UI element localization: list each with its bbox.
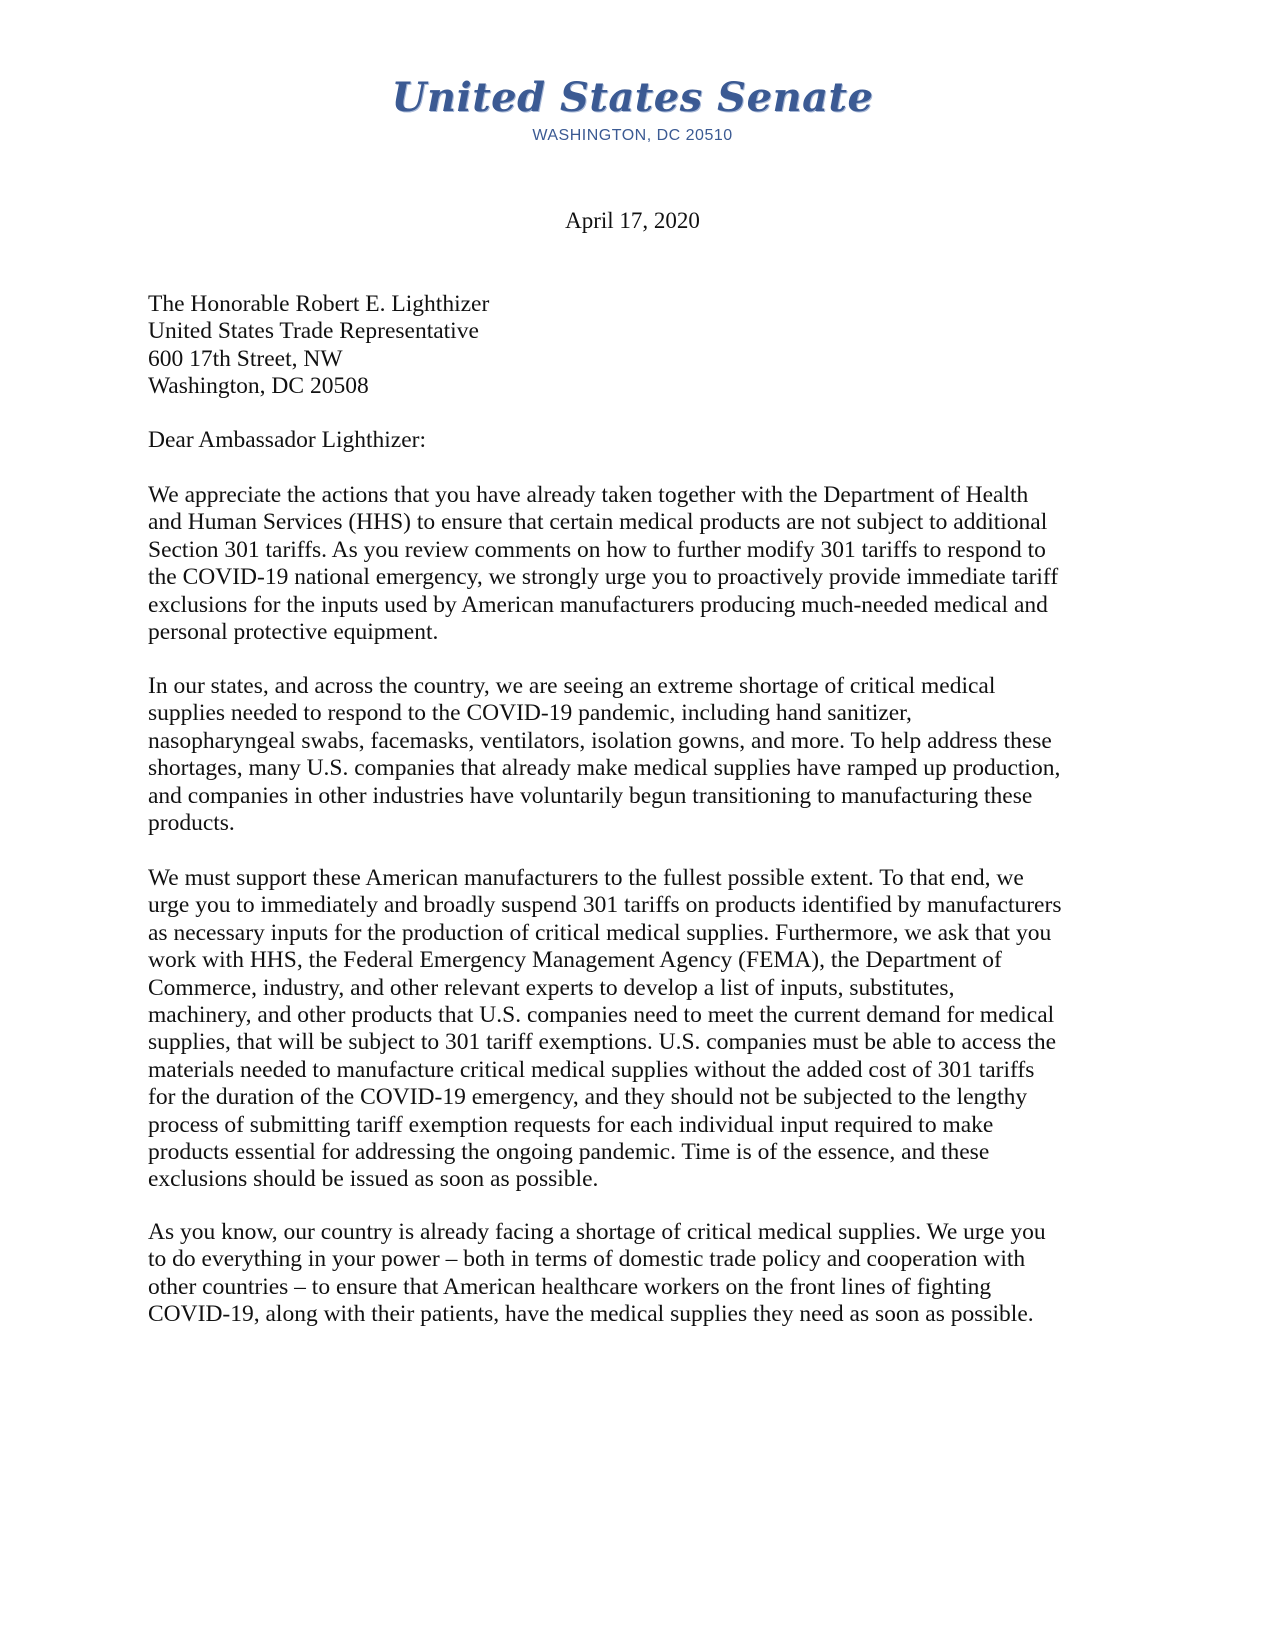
body-line: and companies in other industries have voluntarily begun transitioning to manufacturing these <box>148 782 1033 809</box>
letter-date: April 17, 2020 <box>565 208 700 233</box>
body-line: supplies, that will be subject to 301 tariff exemptions. U.S. companies must be able to access the <box>148 1029 1057 1056</box>
body-line: urge you to immediately and broadly suspend 301 tariffs on products identified by manufacturers <box>148 892 1062 919</box>
body-line: COVID-19, along with their patients, have the medical supplies they need as soon as possible. <box>148 1301 1034 1328</box>
body-line: shortages, many U.S. companies that already make medical supplies have ramped up production, <box>148 755 1061 782</box>
body-line: Commerce, industry, and other relevant experts to develop a list of inputs, substitutes, <box>148 974 955 1001</box>
body-line: Section 301 tariffs. As you review comments on how to further modify 301 tariffs to respond to <box>148 536 1046 563</box>
recipient-line: Washington, DC 20508 <box>148 373 369 400</box>
salutation <box>148 427 1148 454</box>
body-line: to do everything in your power – both in terms of domestic trade policy and cooperation with <box>148 1246 1026 1273</box>
recipient-address <box>148 291 1148 401</box>
recipient-line: United States Trade Representative <box>148 318 479 345</box>
body-line: materials needed to manufacture critical medical supplies without the added cost of 301 tariffs <box>148 1056 1035 1083</box>
body-line: In our states, and across the country, we are seeing an extreme shortage of critical medical <box>148 673 996 699</box>
body-line: process of submitting tariff exemption requests for each individual input required to make <box>148 1111 994 1138</box>
body-line: products essential for addressing the ongoing pandemic. Time is of the essence, and these <box>148 1138 990 1165</box>
body-line: machinery, and other products that U.S. companies need to meet the current demand for medical <box>148 1001 1055 1028</box>
body-line: exclusions should be issued as soon as possible. <box>148 1166 599 1193</box>
body-line: the COVID-19 national emergency, we strongly urge you to proactively provide immediate tariff <box>148 564 1059 591</box>
body-line: supplies needed to respond to the COVID-19 pandemic, including hand sanitizer, <box>148 700 912 727</box>
body-line: We appreciate the actions that you have already taken together with the Department of Health <box>148 482 1029 508</box>
salutation-text: Dear Ambassador Lighthizer: <box>148 427 426 453</box>
paragraph-1 <box>148 482 1148 646</box>
body-line: personal protective equipment. <box>148 618 439 645</box>
body-line: as necessary inputs for the production of critical medical supplies. Furthermore, we ask that you <box>148 919 1052 946</box>
body-line: work with HHS, the Federal Emergency Management Agency (FEMA), the Department of <box>148 947 1002 974</box>
body-line: As you know, our country is already facing a shortage of critical medical supplies. We urge you <box>148 1219 1046 1245</box>
paragraph-3 <box>148 865 1148 1194</box>
recipient-line: 600 17th Street, NW <box>148 345 343 372</box>
body-line: exclusions for the inputs used by American manufacturers producing much-needed medical and <box>148 591 1048 618</box>
body-line: other countries – to ensure that American healthcare workers on the front lines of fighting <box>148 1273 992 1300</box>
body-line: products. <box>148 809 235 836</box>
paragraph-2 <box>148 673 1148 837</box>
letterhead-title: United States Senate <box>391 74 874 121</box>
body-line: for the duration of the COVID-19 emergency, and they should not be subjected to the lengthy <box>148 1084 1028 1111</box>
body-line: We must support these American manufacturers to the fullest possible extent. To that end, we <box>148 865 1024 891</box>
body-line: and Human Services (HHS) to ensure that certain medical products are not subject to additional <box>148 509 1048 536</box>
paragraph-4 <box>148 1219 1148 1329</box>
letterhead-address: WASHINGTON, DC 20510 <box>532 127 733 144</box>
recipient-line: The Honorable Robert E. Lighthizer <box>148 291 490 317</box>
body-line: nasopharyngeal swabs, facemasks, ventilators, isolation gowns, and more. To help address these <box>148 727 1052 754</box>
